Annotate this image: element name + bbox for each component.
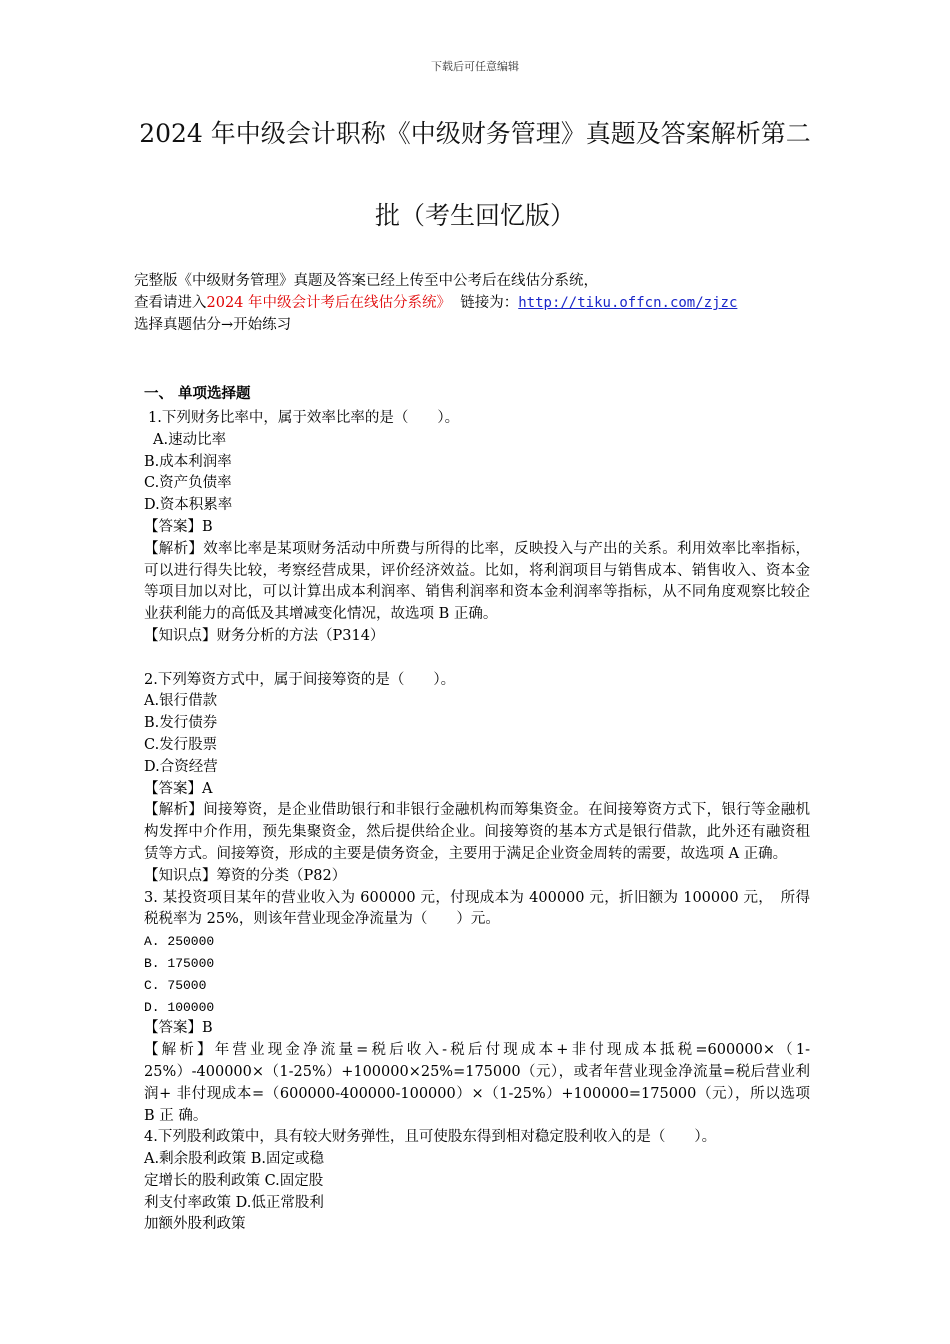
question-option: D.资本积累率 xyxy=(144,497,233,514)
intro-link-label: 链接为： xyxy=(460,295,519,311)
question-knowledge: 【知识点】筹资的分类（P82） xyxy=(144,867,347,884)
question-analysis: 【解析】年营业现金净流量=税后收入-税后付现成本+非付现成本抵税=600000×（1-25%）-400000×（1-25%）+100000×25%=175000（元），或者年营业现金净流量=税后营业利润+ 非付现成本=（600000-400000-100000）×（1-25%）+100000=175000（元），所以选项 B 正 确。 xyxy=(144,1042,810,1124)
question-answer: 【答案】B xyxy=(144,1020,213,1037)
question-option: C.资产负债率 xyxy=(144,475,232,492)
question-option: A.速动比率 xyxy=(153,431,227,448)
question-option-line: 定增长的股利政策 C.固定股 xyxy=(144,1172,324,1189)
question-stem: 4.下列股利政策中，具有较大财务弹性，且可使股东得到相对稳定股利收入的是（ ）。 xyxy=(144,1129,717,1146)
question-option: D.合资经营 xyxy=(144,758,218,775)
question-analysis: 【解析】效率比率是某项财务活动中所费与所得的比率，反映投入与产出的关系。利用效率比率指标，可以进行得失比较，考察经营成果，评价经济效益。比如，将利润项目与销售成本、销售收入、资本金等项目加以对比，可以计算出成本利润率、销售利润率和资本金利润率等指标，从不同角度观察比较企业获利能力的高低及其增减变化情况，故选项 B 正确。 xyxy=(144,540,810,623)
tiku-link[interactable]: http://tiku.offcn.com/zjzc xyxy=(518,295,738,311)
intro-line2-prefix: 查看请进入 xyxy=(134,295,207,311)
question-option-line: A.剩余股利政策 B.固定或稳 xyxy=(144,1151,324,1168)
question-option: B.发行债券 xyxy=(144,715,218,732)
question-list xyxy=(144,408,810,1236)
intro-line3: 选择真题估分→开始练习 xyxy=(134,317,292,333)
question-option: A. 250000 xyxy=(144,934,215,950)
intro-line1: 完整版《中级财务管理》真题及答案已经上传至中公考后在线估分系统， xyxy=(134,273,598,289)
question-option: A.银行借款 xyxy=(144,693,218,710)
question-stem: 3. 某投资项目某年的营业收入为 600000 元，付现成本为 400000 元，折旧额为 100000 元， 所得税税率为 25%，则该年营业现金净流量为（ ）元。 xyxy=(144,889,810,928)
spacer xyxy=(144,648,810,670)
document-title-line2: 批（考生回忆版） xyxy=(374,201,575,230)
question-option-line: 加额外股利政策 xyxy=(144,1216,246,1233)
question-option-line: 利支付率政策 D.低正常股利 xyxy=(144,1194,324,1211)
question-stem: 1.下列财务比率中，属于效率比率的是（ ）。 xyxy=(148,410,460,426)
intro-system-name: 2024 年中级会计考后在线估分系统》 xyxy=(206,295,452,311)
question-analysis: 【解析】间接筹资，是企业借助银行和非银行金融机构而筹集资金。在间接筹资方式下，银行等金融机构发挥中介作用，预先集聚资金，然后提供给企业。间接筹资的基本方式是银行借款，此外还有融资租赁等方式。间接筹资，形成的主要是债务资金，主要用于满足企业资金周转的需要，故选项 A 正确。 xyxy=(144,802,810,862)
intro-block xyxy=(134,270,737,336)
question-option: C.发行股票 xyxy=(144,736,218,753)
header-note: 下载后可任意编辑 xyxy=(431,60,519,73)
question-answer: 【答案】A xyxy=(144,780,213,797)
question-option: C. 75000 xyxy=(144,977,207,993)
question-answer: 【答案】B xyxy=(144,518,213,535)
question-option: B. 175000 xyxy=(144,955,215,971)
section-title: 一、 单项选择题 xyxy=(144,386,251,402)
intro-line2 xyxy=(134,292,737,314)
document-title-line1: 2024 年中级会计职称《中级财务管理》真题及答案解析第二 xyxy=(139,119,811,148)
question-knowledge: 【知识点】财务分析的方法（P314） xyxy=(144,627,385,644)
question-option: B.成本利润率 xyxy=(144,453,232,470)
question-stem: 2.下列筹资方式中，属于间接筹资的是（ ）。 xyxy=(144,671,456,688)
question-option: D. 100000 xyxy=(144,999,215,1015)
